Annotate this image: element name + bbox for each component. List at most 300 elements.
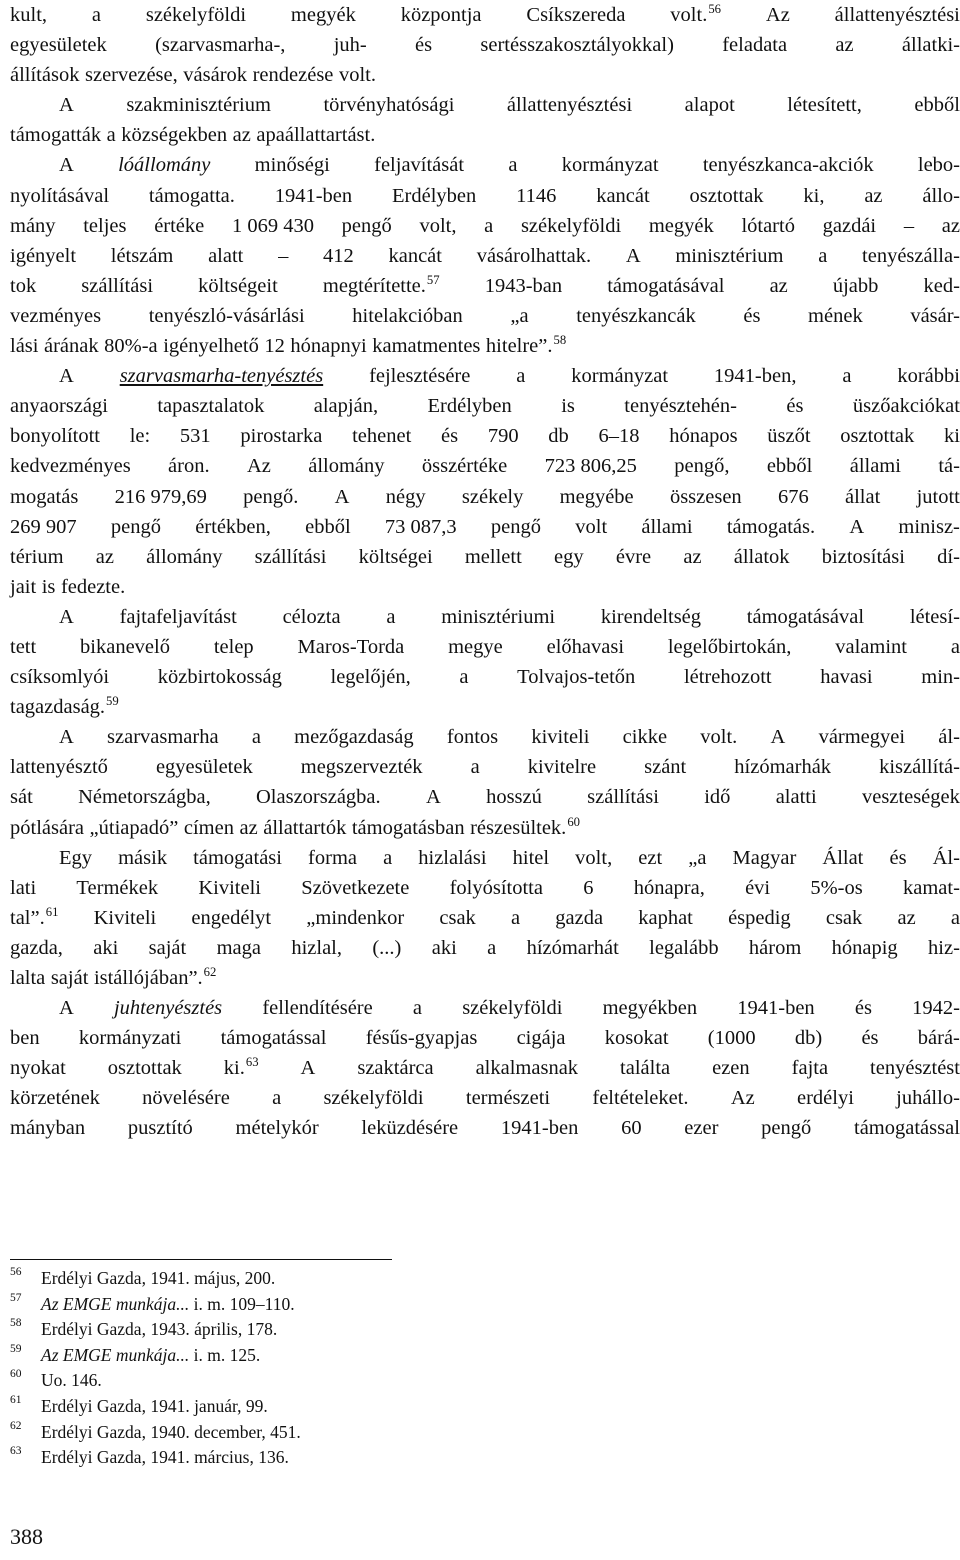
word: lalta	[10, 967, 46, 989]
word: volt,	[575, 846, 613, 869]
word: állami	[849, 455, 901, 478]
word: jutott	[916, 485, 960, 508]
word: is	[561, 395, 575, 418]
footnote-item	[10, 1343, 710, 1369]
word: megyébe	[559, 485, 634, 508]
word: és	[743, 304, 761, 327]
word: a	[386, 605, 396, 628]
word: le:	[129, 425, 151, 448]
word: költségeit	[198, 274, 278, 297]
footnote-citation: Erdélyi Gazda, 1943. április, 178.	[41, 1319, 278, 1340]
word: az	[239, 816, 258, 839]
word: üszőt	[767, 425, 811, 448]
word: fajta	[791, 1057, 829, 1080]
word: az	[683, 545, 702, 568]
text-line	[10, 692, 960, 722]
word: lótartó	[741, 214, 795, 237]
word: ben	[10, 1027, 40, 1050]
word: lati	[10, 876, 37, 899]
word: Csíkszereda	[526, 4, 626, 26]
text-line	[10, 271, 960, 301]
word: A	[59, 605, 74, 628]
word: támogatással	[220, 1027, 327, 1050]
word: 6	[583, 876, 594, 899]
word: székelyföldi	[462, 997, 563, 1020]
word: pengő	[761, 1117, 812, 1140]
word: juh-	[333, 34, 367, 57]
word: összértéke	[421, 455, 508, 478]
word: ezen	[712, 1057, 750, 1080]
footnote-text	[41, 1420, 301, 1446]
word: sát	[10, 786, 33, 809]
word: szállítási	[254, 545, 327, 568]
footnote-ref[interactable]: 58	[553, 333, 567, 348]
footnote-number: 61	[10, 1393, 22, 1406]
word: és	[786, 395, 804, 418]
word: veszteségek	[861, 786, 960, 809]
word: istállójában”.$^{62}$	[93, 965, 217, 989]
word: 1 069 430	[231, 214, 314, 237]
word: volt.	[700, 726, 738, 749]
word: erdélyi	[796, 1087, 854, 1110]
word: ki,	[803, 184, 825, 207]
word: leküzdésére	[361, 1117, 459, 1140]
text-line	[10, 903, 960, 933]
word: megyék	[648, 214, 714, 237]
word: a	[106, 124, 116, 147]
word: A	[59, 365, 74, 388]
word: tenyészkanca-akciók	[702, 154, 874, 177]
word: vármegyei	[818, 726, 906, 749]
word: hizlal,	[291, 936, 342, 959]
word: és	[854, 997, 872, 1020]
word: közbirtokosság	[157, 666, 282, 689]
word: db	[548, 425, 569, 448]
word: és	[415, 34, 433, 57]
word: székelyföldi	[145, 4, 247, 26]
footnote-text	[41, 1292, 295, 1318]
word: ezt	[638, 846, 663, 869]
word: (1000	[707, 1027, 756, 1050]
text-line	[10, 391, 960, 421]
word: juhtenyésztés	[113, 997, 223, 1020]
word: alapján,	[313, 395, 379, 418]
word: összesen	[669, 485, 742, 508]
footnote-text	[41, 1266, 275, 1292]
word: állattenyésztési	[506, 94, 633, 117]
word: támogatásával	[746, 605, 865, 628]
word: mány	[10, 214, 56, 237]
footnote-item	[10, 1368, 710, 1394]
word: 531	[179, 425, 211, 448]
word: támogatás.	[726, 515, 816, 538]
word: saját	[148, 936, 187, 959]
word: Kiviteli	[93, 906, 157, 929]
word: Az	[765, 4, 790, 26]
word: 5%-os	[810, 876, 863, 899]
word: a	[470, 756, 480, 779]
word: gazdái	[822, 214, 877, 237]
word: „a	[688, 846, 707, 869]
word: a	[516, 365, 526, 388]
word: tagazdaság.$^{59}$	[10, 694, 119, 719]
word: tenyészkancák	[576, 304, 696, 327]
word: az	[835, 34, 854, 57]
word: 6–18	[598, 425, 640, 448]
text-line	[10, 361, 960, 391]
body-text	[10, 0, 960, 1144]
footnote-number: 59	[10, 1342, 22, 1355]
word: vásár-	[910, 304, 960, 327]
word: a	[91, 4, 101, 26]
word: másik	[118, 846, 168, 869]
footnote-citation: Erdélyi Gazda, 1941. május, 200.	[41, 1268, 276, 1288]
word: ked-	[923, 274, 960, 297]
word: szakminisztérium	[126, 94, 271, 117]
word: tapasztalatok	[157, 395, 265, 418]
word: szállítási	[587, 786, 659, 809]
word: székelyföldi	[520, 214, 622, 237]
word: az	[95, 545, 114, 568]
word: üszőakciókat	[852, 395, 960, 418]
text-line	[10, 843, 960, 873]
word: A	[59, 726, 74, 749]
text-line	[10, 331, 960, 361]
word: székelyföldi	[323, 1087, 424, 1110]
footnote-ref[interactable]: 62	[203, 965, 217, 980]
word: szánt	[644, 756, 687, 779]
text-line	[10, 782, 960, 812]
word: A	[59, 997, 74, 1020]
word: A	[625, 244, 641, 267]
word: cikke	[622, 726, 668, 749]
word: aki	[93, 936, 119, 959]
word: 60	[621, 1117, 642, 1140]
word: évre	[615, 545, 652, 568]
word: volt	[575, 515, 608, 538]
word: 216 979,69	[114, 485, 207, 508]
footnote-citation: Erdélyi Gazda, 1941. január, 99.	[41, 1395, 268, 1416]
word: tehenet	[352, 425, 412, 448]
text-line	[10, 722, 960, 752]
word: pengő	[341, 214, 392, 237]
word: kosokat	[604, 1027, 669, 1050]
word: tenyészálla-	[862, 244, 960, 267]
word: 1941-ben	[274, 184, 353, 207]
word: nyokat	[10, 1057, 66, 1080]
word: mezőgazdaság	[294, 726, 414, 749]
word: db)	[794, 1027, 823, 1050]
word: támogatták	[10, 124, 102, 147]
word: a	[950, 906, 960, 929]
footnote-separator	[10, 1259, 392, 1260]
word: Termékek	[76, 876, 159, 899]
word: hitel	[512, 846, 550, 869]
word: a	[383, 846, 393, 869]
text-line	[10, 0, 960, 30]
word: (szarvasmarha-,	[155, 34, 286, 57]
word: kormányzat	[571, 365, 669, 388]
word: fejlesztésére	[369, 365, 471, 388]
text-line	[10, 632, 960, 662]
word: Maros-Torda	[297, 635, 405, 658]
word: gazda,	[10, 936, 63, 959]
word: községekben	[121, 124, 228, 147]
word: telep	[213, 635, 254, 658]
word: ál-	[938, 726, 960, 749]
word: szarvasmarha-tenyésztés	[119, 365, 324, 388]
word: apaállattartást.	[256, 124, 376, 147]
word: kamat-	[902, 876, 960, 899]
text-line	[10, 1023, 960, 1053]
word: állítások	[10, 64, 80, 87]
word: havasi	[820, 666, 873, 689]
word: hosszú	[486, 786, 542, 809]
word: tok	[10, 274, 37, 297]
word: Magyar	[732, 846, 797, 869]
word: a	[412, 997, 423, 1020]
word: legalább	[649, 936, 719, 959]
word: minőségi	[254, 154, 330, 177]
word: támogatta.	[148, 184, 235, 207]
text-line	[10, 813, 960, 843]
word: állattartók	[263, 816, 347, 839]
word: A	[849, 515, 865, 538]
word: lóállomány	[118, 154, 211, 177]
word: támogatással	[854, 1117, 960, 1140]
word: kult,	[10, 4, 48, 26]
word: legelőjén,	[330, 666, 411, 689]
footnote-ref[interactable]: 60	[567, 814, 581, 829]
word: térium	[10, 545, 64, 568]
word: A	[334, 485, 350, 508]
word: kiviteli	[531, 726, 590, 749]
word: ebből	[305, 515, 351, 538]
word: és	[889, 846, 907, 869]
word: minisz-	[898, 515, 960, 538]
word: feltételeket.	[592, 1087, 689, 1110]
footnote-item	[10, 1292, 710, 1318]
word: tenyésztehén-	[624, 395, 737, 418]
word: A	[300, 1057, 316, 1080]
word: minisztérium	[675, 244, 784, 267]
word: fontos	[446, 726, 499, 749]
word: –	[903, 214, 915, 237]
word: megszervezték	[300, 756, 423, 779]
word: teljes	[83, 214, 127, 237]
word: Olaszországba.	[256, 786, 381, 809]
word: kancát	[388, 244, 442, 267]
footnote-text	[41, 1317, 277, 1343]
text-line	[10, 542, 960, 572]
word: hitelre”.$^{58}$	[485, 333, 567, 358]
word: Kiviteli	[198, 876, 261, 899]
word: állomány	[146, 545, 223, 568]
word: tá-	[938, 455, 960, 478]
word: hizlalási	[418, 846, 487, 869]
footnote-ref[interactable]: 63	[245, 1055, 259, 1070]
word: Szövetkezete	[301, 876, 410, 899]
word: a	[459, 666, 469, 689]
word: forma	[308, 846, 357, 869]
word: nyolításával	[10, 184, 110, 207]
word: növelésére	[142, 1087, 230, 1110]
text-line	[10, 30, 960, 60]
word: feljavítását	[374, 154, 465, 177]
word: értékben,	[195, 515, 271, 538]
word: 1943-ban	[484, 274, 563, 297]
footnote-ref[interactable]: 61	[45, 904, 59, 919]
word: egy	[554, 545, 584, 568]
word: aki	[431, 936, 457, 959]
word: 1941-ben	[737, 997, 815, 1020]
word: 269 907	[10, 515, 77, 538]
word: fajtafeljavítást	[119, 605, 237, 628]
footnote-number: 58	[10, 1317, 22, 1330]
footnote-item	[10, 1317, 710, 1343]
page-number: 388	[10, 1524, 43, 1549]
word: újabb	[832, 274, 879, 297]
word: mének	[808, 304, 863, 327]
word: állatki-	[901, 34, 960, 57]
text-line	[10, 1053, 960, 1083]
word: vásárolhattak.	[476, 244, 592, 267]
footnote-ref[interactable]: 56	[708, 2, 722, 17]
word: csak	[825, 906, 863, 929]
word: sertésszakosztályokkal)	[480, 34, 674, 57]
word: állattenyésztési	[834, 4, 960, 26]
word: valamint	[835, 635, 907, 658]
text-line	[10, 1083, 960, 1113]
word: állomány	[308, 455, 385, 478]
word: megye	[448, 635, 503, 658]
word: alapot	[684, 94, 735, 117]
word: ebből	[914, 94, 960, 117]
word: és	[441, 425, 459, 448]
text-line	[10, 60, 960, 90]
word: törvényhatósági	[323, 94, 455, 117]
word: Az	[730, 1087, 755, 1110]
word: csak	[439, 906, 476, 929]
word: pengő	[490, 515, 542, 538]
text-line	[10, 482, 960, 512]
word: kaphat	[638, 906, 693, 929]
text-line	[10, 572, 960, 602]
word: 80%-a	[104, 335, 158, 358]
word: célozta	[282, 605, 341, 628]
word: hónapos	[669, 425, 738, 448]
word: megtérítette.$^{57}$	[322, 272, 440, 297]
word: is	[41, 575, 56, 598]
footnote-italic-title: Az EMGE munkája...	[41, 1344, 190, 1365]
word: az	[232, 124, 251, 147]
text-line	[10, 512, 960, 542]
word: kirendeltség	[600, 605, 702, 628]
word: szaktárca	[357, 1057, 434, 1080]
word: ki	[944, 425, 960, 448]
word: kancát	[596, 184, 650, 207]
word: pengő,	[674, 455, 730, 478]
word: Ál-	[932, 846, 960, 869]
word: csíksomlyói	[10, 666, 110, 689]
footnote-item	[10, 1266, 710, 1292]
footnote-ref[interactable]: 59	[106, 694, 119, 709]
word: Egy	[59, 846, 93, 869]
word: támogatásával	[607, 274, 725, 297]
word: 1941-ben,	[713, 365, 797, 388]
word: megyék	[290, 4, 356, 26]
word: kormányzati	[78, 1027, 182, 1050]
word: dí-	[937, 545, 960, 568]
footnote-item	[10, 1394, 710, 1420]
word: költségei	[358, 545, 433, 568]
word: kivitelre	[527, 756, 597, 779]
word: osztottak	[107, 1057, 182, 1080]
footnote-ref[interactable]: 57	[426, 272, 440, 287]
word: lási	[10, 335, 39, 358]
word: kiszállítá-	[879, 756, 960, 779]
word: hónapig	[831, 936, 898, 959]
text-line	[10, 421, 960, 451]
word: vásárok	[183, 64, 248, 87]
word: osztottak	[840, 425, 915, 448]
footnote-italic-title: Az EMGE munkája...	[41, 1293, 190, 1314]
word: éspedig	[728, 906, 791, 929]
word: fellendítésére	[262, 997, 373, 1020]
word: –	[278, 244, 289, 267]
word: természeti	[465, 1087, 551, 1110]
word: Állat	[822, 846, 864, 869]
word: korábbi	[897, 365, 960, 388]
footnote-citation: Erdélyi Gazda, 1941. március, 136.	[41, 1447, 289, 1468]
word: szállítási	[81, 274, 154, 297]
word: egyesületek	[10, 34, 107, 57]
word: mogatás	[10, 485, 79, 508]
word: a	[508, 154, 518, 177]
word: pengő.	[243, 485, 299, 508]
word: igényelt	[10, 244, 77, 267]
word: Tolvajos-tetőn	[517, 666, 636, 689]
word: igényelhető	[163, 335, 259, 358]
word: lebo-	[917, 154, 960, 177]
word: volt,	[419, 214, 457, 237]
word: maga	[216, 936, 261, 959]
word: biztosítási	[821, 545, 905, 568]
word: 1941-ben	[500, 1117, 579, 1140]
document-page	[10, 0, 960, 1560]
footnote-text	[41, 1368, 102, 1394]
word: A	[59, 154, 74, 177]
footnote-citation: Uo. 146.	[41, 1370, 102, 1391]
text-line	[10, 602, 960, 632]
word: 73 087,3	[384, 515, 457, 538]
text-line	[10, 993, 960, 1023]
word: és	[861, 1027, 879, 1050]
word: létrehozott	[683, 666, 772, 689]
word: pótlására	[10, 816, 84, 839]
word: alatt	[208, 244, 244, 267]
word: hiz-	[928, 936, 960, 959]
word: hízómarhák	[734, 756, 832, 779]
word: A	[770, 726, 786, 749]
word: Németországba,	[78, 786, 211, 809]
word: megyékben	[602, 997, 698, 1020]
word: támogatási	[193, 846, 282, 869]
word: „a	[510, 304, 529, 327]
word: bikanevelő	[80, 635, 170, 658]
word: hitelakcióban	[352, 304, 463, 327]
text-line	[10, 301, 960, 331]
